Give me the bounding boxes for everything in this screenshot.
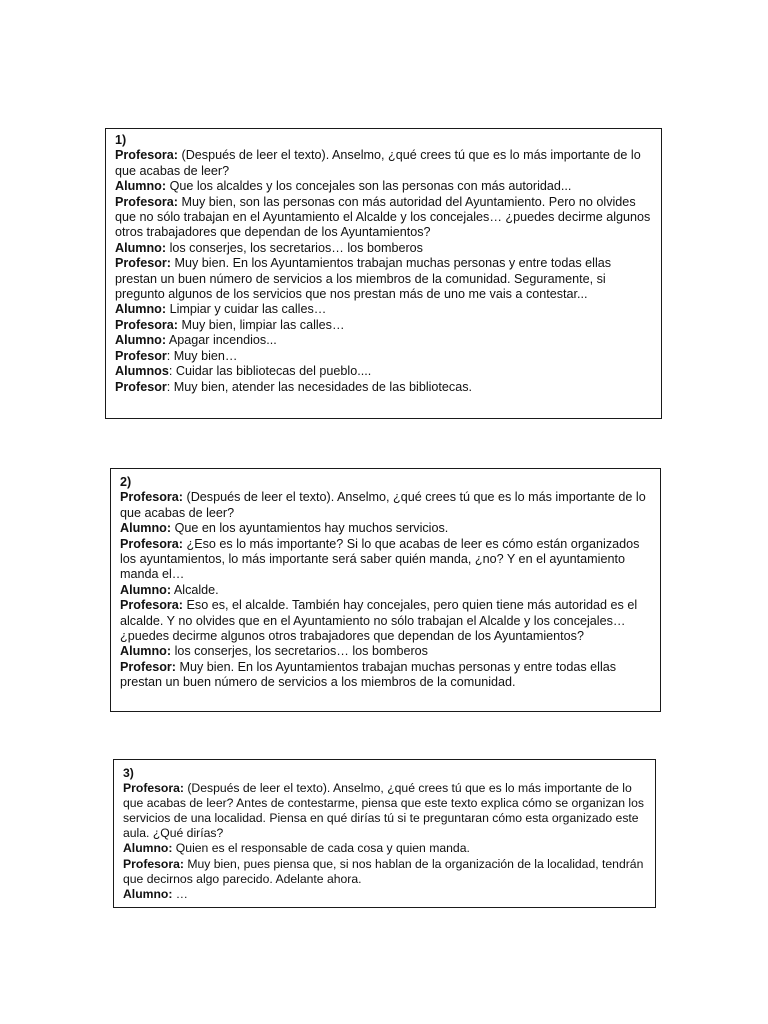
- speaker-label: Alumno:: [120, 521, 172, 536]
- speaker-label: Alumno:: [120, 582, 172, 597]
- dialogue-line: [120, 583, 652, 598]
- speaker-label: Alumno:: [115, 179, 167, 194]
- speaker-label: Profesora:: [115, 148, 178, 163]
- speaker-label: Profesor: [115, 348, 167, 363]
- line-text: Muy bien. En los Ayuntamientos trabajan muchas personas y entre todas ellas prestan un buen número de servicios a los miembros de la comunidad.: [120, 659, 617, 690]
- speaker-label: Profesor: [115, 379, 167, 394]
- speaker-label: Alumnos: [115, 364, 169, 379]
- dialogue-line: [120, 598, 652, 644]
- line-text: Que los alcaldes y los concejales son las personas con más autoridad...: [166, 179, 572, 194]
- dialogue-line: [115, 256, 653, 302]
- speaker-label: Alumno:: [115, 302, 167, 317]
- speaker-label: Profesora:: [115, 194, 178, 209]
- speaker-label: Profesora:: [120, 536, 183, 551]
- dialogue-line: [115, 241, 653, 256]
- line-text: (Después de leer el texto). Anselmo, ¿qué crees tú que es lo más importante de lo que acabas de leer?: [120, 490, 646, 520]
- dialogue-line: [115, 333, 653, 348]
- line-text: Apagar incendios...: [166, 333, 277, 348]
- speaker-label: Alumno:: [123, 841, 173, 856]
- dialogue-line: [115, 318, 653, 333]
- dialogue-number: 3): [123, 766, 134, 780]
- line-text: Alcalde.: [171, 582, 219, 597]
- line-text: los conserjes, los secretarios… los bomberos: [166, 240, 423, 255]
- speaker-label: Alumno:: [115, 333, 167, 348]
- dialogue-line: [115, 148, 653, 179]
- dialogue-box-2: [110, 468, 661, 712]
- line-text: los conserjes, los secretarios… los bomberos: [171, 644, 428, 659]
- line-text: (Después de leer el texto). Anselmo, ¿qué crees tú que es lo más importante de lo que acabas de leer? Antes de contestarme, piensa que este texto explica cómo se organizan los servicios de una localidad. Piensa en qué dirías tú si te preguntaran cómo esta organizado este aula. ¿Qué dirías?: [123, 781, 645, 841]
- dialogue-line: [120, 644, 652, 659]
- speaker-label: Alumno:: [123, 886, 173, 901]
- line-text: ¿Eso es lo más importante? Si lo que acabas de leer es cómo están organizados los ayuntamientos, lo más importante será saber quién manda, ¿no? Y en el ayuntamiento manda el…: [120, 536, 640, 582]
- line-text: Quien es el responsable de cada cosa y quien manda.: [172, 841, 470, 856]
- dialogue-line: [115, 349, 653, 364]
- speaker-label: Profesora:: [123, 781, 184, 796]
- dialogue-line: [115, 364, 653, 379]
- speaker-label: Profesora:: [120, 598, 183, 613]
- dialogue-line: [123, 857, 647, 887]
- line-text: …: [172, 886, 188, 901]
- line-text: Muy bien. En los Ayuntamientos trabajan muchas personas y entre todas ellas prestan un buen número de servicios a los miembros de la comunidad. Seguramente, si pregunto algunos de los servicios que nos prestan más de uno me vais a contestar...: [115, 256, 612, 302]
- line-text: Muy bien, pues piensa que, si nos hablan de la organización de la localidad, tendrán que decirnos algo parecido. Adelante ahora.: [123, 856, 644, 886]
- line-text: Muy bien, limpiar las calles…: [178, 317, 345, 332]
- speaker-label: Profesora:: [123, 856, 184, 871]
- speaker-label: Alumno:: [120, 644, 172, 659]
- line-text: : Cuidar las bibliotecas del pueblo....: [168, 364, 372, 379]
- line-text: Que en los ayuntamientos hay muchos servicios.: [171, 521, 449, 536]
- speaker-label: Profesora:: [120, 490, 183, 505]
- dialogue-line: [120, 521, 652, 536]
- dialogue-number: 1): [115, 133, 127, 147]
- dialogue-line: [115, 380, 653, 395]
- speaker-label: Profesor:: [120, 659, 176, 674]
- line-text: : Muy bien…: [166, 348, 238, 363]
- dialogue-line: [120, 660, 652, 691]
- dialogue-line: [115, 179, 653, 194]
- dialogue-number: 2): [120, 475, 132, 489]
- speaker-label: Alumno:: [115, 240, 167, 255]
- dialogue-line: [123, 841, 647, 856]
- line-text: Muy bien, son las personas con más autoridad del Ayuntamiento. Pero no olvides que no sólo trabajan en el Ayuntamiento el Alcalde y los concejales… ¿puedes decirme algunos otros trabajadores que dependan de los Ayuntamientos?: [115, 194, 651, 240]
- dialogue-line: [123, 887, 647, 902]
- line-text: : Muy bien, atender las necesidades de las bibliotecas.: [166, 379, 473, 394]
- dialogue-box-1: [105, 128, 662, 419]
- speaker-label: Profesor:: [115, 256, 171, 271]
- dialogue-line: [115, 302, 653, 317]
- dialogue-line: [120, 490, 652, 521]
- dialogue-line: [115, 195, 653, 241]
- speaker-label: Profesora:: [115, 317, 178, 332]
- line-text: Limpiar y cuidar las calles…: [166, 302, 327, 317]
- dialogue-line: [120, 537, 652, 583]
- line-text: Eso es, el alcalde. También hay concejales, pero quien tiene más autoridad es el alcalde. Y no olvides que en el Ayuntamiento no sólo trabajan el Alcalde y los concejales… ¿puedes decirme algunos otros trabajadores que dependan de los Ayuntamientos?: [120, 598, 638, 644]
- dialogue-box-3: [113, 759, 656, 908]
- dialogue-line: [123, 781, 647, 841]
- line-text: (Después de leer el texto). Anselmo, ¿qué crees tú que es lo más importante de lo que acabas de leer?: [115, 148, 641, 178]
